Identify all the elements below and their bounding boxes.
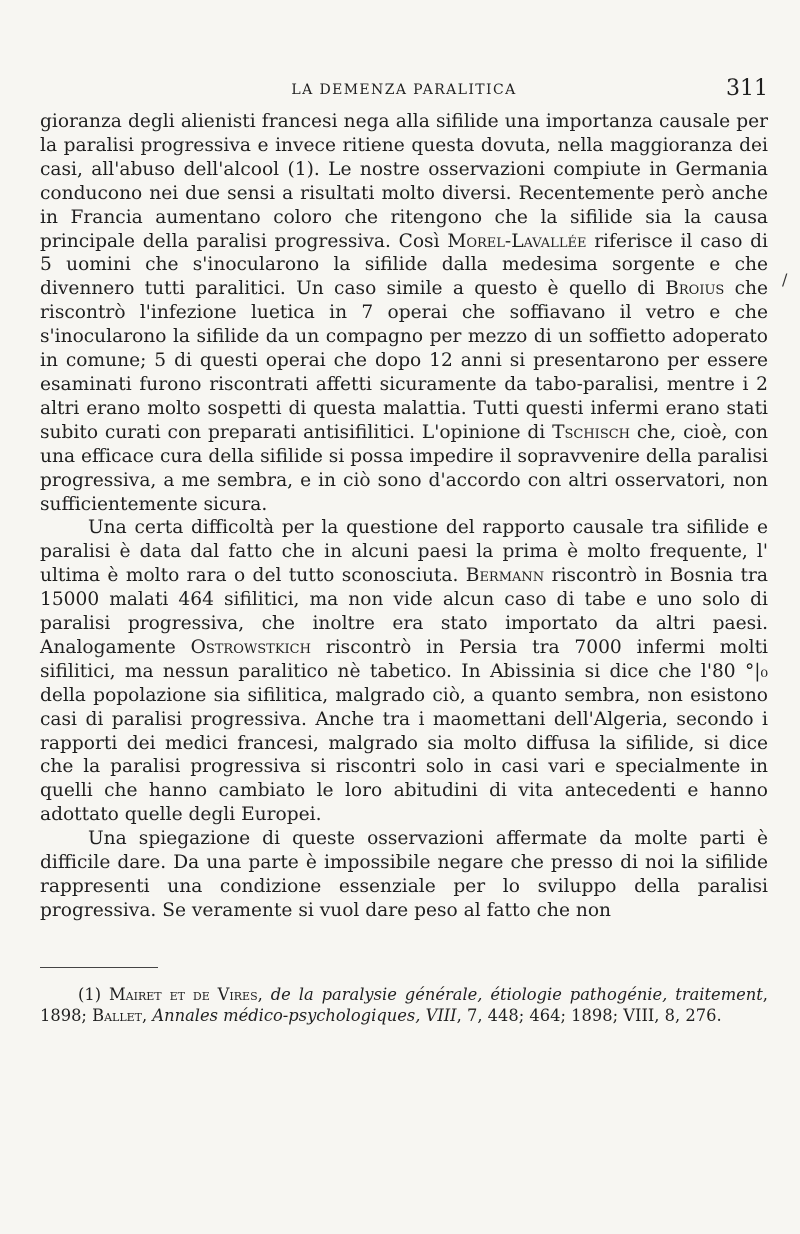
text-run: , 7, 448; 464; 1898; VIII, 8, 276. <box>456 1006 722 1026</box>
paragraph <box>40 516 768 827</box>
text-run: che riscontrò l'infezione luetica in 7 operai che soffiavano il vetro e che s'inocularono la sifilide da un compagno per mezzo di un soffietto adoperato in comune; 5 di questi operai che dopo 12 anni si presentarono per essere esaminati furono riscontrati affetti sicuramente da tabo-paralisi, mentre i 2 altri erano molto sospetti di questa malattia. Tutti questi infermi erano stati subito curati con preparati antisifilitici. L'opinione di <box>40 278 768 443</box>
text-run: , 1898; <box>40 984 768 1026</box>
author-name: Mairet et de Vires <box>109 984 258 1004</box>
text-run: gioranza degli alienisti francesi nega alla sifilide una importanza causale per la paralisi progressiva e invece ritiene questa dovuta, nella maggioranza dei casi, all'abuso dell'alcool (1). Le nostre osservazioni compiute in Germania conducono nei due sensi a risultati molto diversi. Recentemente però anche in Francia aumentano coloro che ritengono che la sifilide sia la causa principale della paralisi progressiva. Così <box>40 111 768 252</box>
text-run: riferisce il caso di 5 uomini che s'inocularono la sifilide dalla medesima sorgente e che divennero tutti paralitici. Un caso simile a questo è quello di <box>40 230 769 300</box>
text-run: Una certa difficoltà per la questione del rapporto causale tra sifilide e paralisi è data dal fatto che in alcuni paesi la prima è molto frequente, l' ultima è molto rara o del tutto sconosciuta. <box>40 517 768 587</box>
page-header <box>40 70 768 110</box>
text-run: Una spiegazione di queste osservazioni affermate da molte parti è difficile dare. Da una parte è impossibile negare che presso di noi la sifilide rappresenti una condizione essenziale per lo sviluppo della paralisi progressiva. Se veramente si vuol dare peso al fatto che non <box>40 828 768 921</box>
book-page <box>40 70 768 1027</box>
text-run: (1) <box>78 984 110 1004</box>
text-run: riscontrò in Bosnia tra 15000 malati 464 sifilitici, ma non vide alcun caso di tabe e uno solo di paralisi progressiva, che inoltre era stato importato da altri paesi. Analogamente <box>40 565 768 658</box>
author-name: Morel-Lavallée <box>447 230 587 252</box>
footnote-rule <box>40 967 158 968</box>
paragraph <box>40 110 768 516</box>
paragraph <box>40 827 768 923</box>
margin-mark: / <box>782 270 788 289</box>
work-title: de la paralysie générale, étiologie pathogénie, traitement <box>270 984 763 1004</box>
work-title: Annales médico-psychologiques, VIII <box>152 1006 457 1026</box>
author-name: Bermann <box>465 565 545 587</box>
body-text <box>40 110 768 923</box>
text-run: che, cioè, con una efficace cura della sifilide si possa impedire il sopravvenire della paralisi progressiva, a me sembra, e in ciò sono d'accordo con altri osservatori, non sufficientemente sicura. <box>40 421 768 515</box>
author-name: Ballet <box>92 1006 142 1026</box>
page-number: 311 <box>726 76 768 101</box>
text-run: , <box>142 1006 153 1026</box>
author-name: Tschisch <box>552 421 631 443</box>
running-title: LA DEMENZA PARALITICA <box>291 82 517 98</box>
author-name: Ostrowstkich <box>190 636 311 658</box>
author-name: Broius <box>665 278 725 300</box>
text-run: riscontrò in Persia tra 7000 infermi molti sifilitici, ma nessun paralitico nè tabetico. In Abissinia si dice che l'80 °|₀ della popolazione sia sifilitica, malgrado ciò, a quanto sembra, non esistono casi di paralisi progressiva. Anche tra i maomettani dell'Algeria, secondo i rapporti dei medici francesi, malgrado sia molto diffusa la sifilide, si dice che la paralisi progressiva si riscontri solo in casi vari e specialmente in quelli che hanno cambiato le loro abitudini di vita antecedenti e hanno adottato quelle degli Europei. <box>40 636 768 826</box>
footnote <box>40 984 768 1027</box>
text-run: , <box>257 984 271 1004</box>
